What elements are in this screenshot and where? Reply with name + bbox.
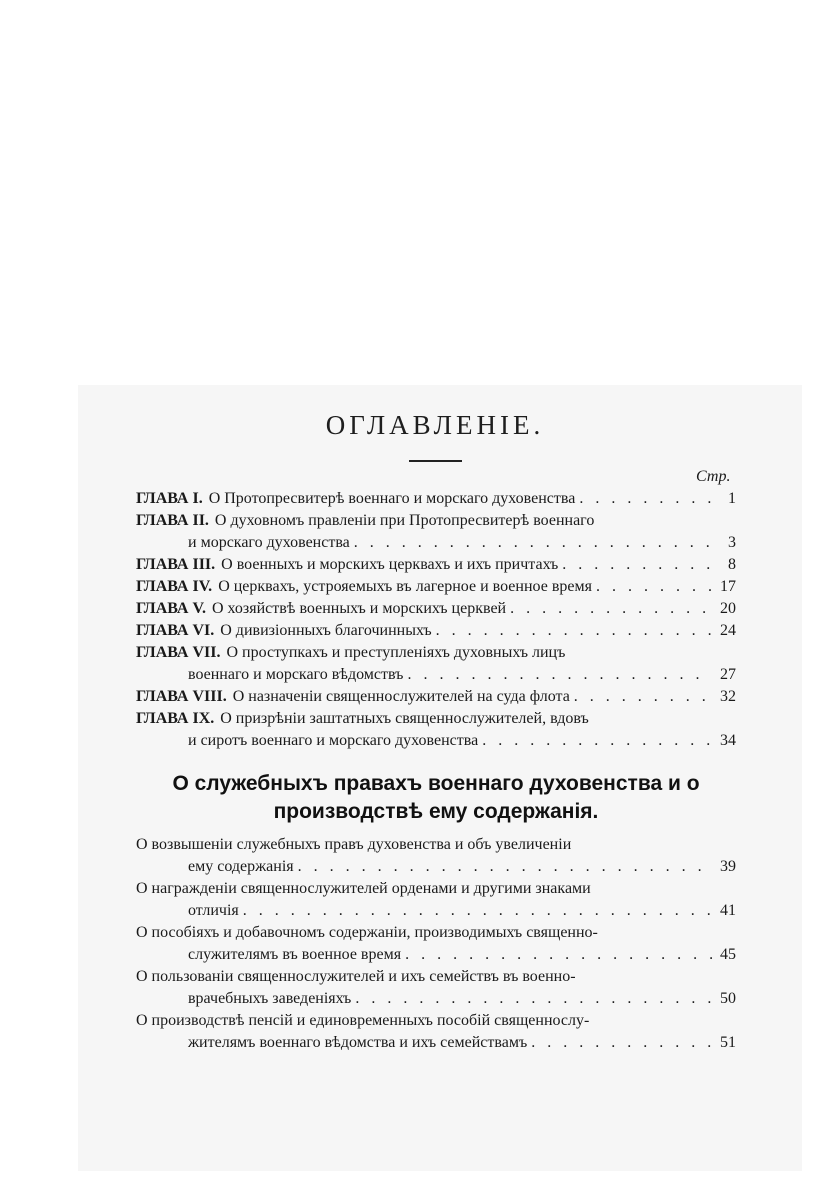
entry-title-continued: ему содержанія	[188, 858, 294, 875]
entry-title: О пособіяхъ и добавочномъ содержаніи, производимыхъ священно-	[136, 924, 598, 941]
chapter-number: ГЛАВА VII.	[136, 644, 221, 661]
chapter-title: О церквахъ, устрояемыхъ въ лагерное и военное время	[218, 578, 592, 595]
toc-entry[interactable]	[136, 576, 736, 598]
page-number: 3	[728, 534, 736, 551]
leader-dots	[575, 488, 712, 510]
toc-entry[interactable]	[136, 488, 736, 510]
chapter-title: О призрѣніи заштатныхъ священнослужителей, вдовъ	[220, 710, 589, 727]
chapter-number: ГЛАВА IV.	[136, 578, 213, 595]
chapter-title: О духовномъ правленіи при Протопресвитерѣ военнаго	[214, 512, 595, 529]
page-number: 27	[720, 666, 736, 683]
chapter-title-continued: и сиротъ военнаго и морскаго духовенства	[188, 732, 479, 749]
toc-entry[interactable]	[136, 922, 736, 966]
leader-dots	[350, 532, 712, 554]
page-number: 17	[720, 578, 736, 595]
entry-title-continued: жителямъ военнаго вѣдомства и ихъ семействамъ	[188, 1034, 528, 1051]
section-items-list	[136, 834, 736, 1054]
chapter-title: О назначеніи священнослужителей на суда флота	[232, 688, 570, 705]
entry-title-continued: врачебныхъ заведеніяхъ	[188, 990, 352, 1007]
chapter-title: О дивизіонныхъ благочинныхъ	[220, 622, 432, 639]
chapter-number: ГЛАВА IX.	[136, 710, 215, 727]
entry-title-continued: служителямъ въ военное время	[188, 946, 402, 963]
chapter-number: ГЛАВА VIII.	[136, 688, 227, 705]
chapter-number: ГЛАВА VI.	[136, 622, 215, 639]
section-heading: О служебныхъ правахъ военнаго духовенства и о производствѣ ему содержанія.	[172, 772, 700, 823]
toc-entry[interactable]	[136, 878, 736, 922]
page-number: 32	[720, 688, 736, 705]
page-number: 24	[720, 622, 736, 639]
leader-dots	[432, 620, 712, 642]
page-number: 41	[720, 902, 736, 919]
chapters-list	[136, 488, 736, 752]
toc-entry[interactable]	[136, 1010, 736, 1054]
leader-dots	[294, 856, 712, 878]
page-number: 20	[720, 600, 736, 617]
chapter-title-continued: и морскаго духовенства	[188, 534, 350, 551]
leader-dots	[351, 988, 712, 1010]
leader-dots	[506, 598, 712, 620]
toc-entry[interactable]	[136, 598, 736, 620]
page-column-label: Стр.	[696, 468, 731, 485]
toc-entry[interactable]	[136, 686, 736, 708]
chapter-number: ГЛАВА V.	[136, 600, 206, 617]
toc-entry[interactable]	[136, 834, 736, 878]
chapter-title: О хозяйствѣ военныхъ и морскихъ церквей	[211, 600, 507, 617]
toc-entry[interactable]	[136, 966, 736, 1010]
chapter-number: ГЛАВА I.	[136, 490, 203, 507]
chapter-number: ГЛАВА III.	[136, 556, 216, 573]
toc-entry[interactable]	[136, 554, 736, 576]
toc-entry[interactable]	[136, 510, 736, 554]
page-number: 50	[720, 990, 736, 1007]
page-title: ОГЛАВЛЕНІЕ.	[325, 410, 545, 440]
chapter-title: О Протопресвитерѣ военнаго и морскаго духовенства	[208, 490, 576, 507]
leader-dots	[527, 1032, 712, 1054]
toc-entry[interactable]	[136, 708, 736, 752]
entry-title: О производствѣ пенсій и единовременныхъ пособій священнослу-	[136, 1012, 590, 1029]
entry-title: О возвышеніи служебныхъ правъ духовенства и объ увеличеніи	[136, 836, 572, 853]
page-number: 8	[728, 556, 736, 573]
leader-dots	[239, 900, 712, 922]
entry-title: О пользованіи священнослужителей и ихъ семействъ въ военно-	[136, 968, 576, 985]
chapter-title: О проступкахъ и преступленіяхъ духовныхъ лицъ	[226, 644, 566, 661]
page-number: 39	[720, 858, 736, 875]
toc-entry[interactable]	[136, 620, 736, 642]
leader-dots	[478, 730, 712, 752]
leader-dots	[592, 576, 712, 598]
page-number: 34	[720, 732, 736, 749]
entry-title-continued: отличія	[188, 902, 239, 919]
page-number: 45	[720, 946, 736, 963]
page-number: 1	[728, 490, 736, 507]
page-number: 51	[720, 1034, 736, 1051]
chapter-title: О военныхъ и морскихъ церквахъ и ихъ причтахъ	[221, 556, 559, 573]
title-divider	[409, 460, 462, 462]
leader-dots	[401, 944, 712, 966]
entry-title: О награжденіи священнослужителей орденами и другими знаками	[136, 880, 591, 897]
leader-dots	[403, 664, 712, 686]
chapter-number: ГЛАВА II.	[136, 512, 209, 529]
chapter-title-continued: военнаго и морскаго вѣдомствъ	[188, 666, 404, 683]
leader-dots	[570, 686, 712, 708]
leader-dots	[558, 554, 712, 576]
toc-entry[interactable]	[136, 642, 736, 686]
